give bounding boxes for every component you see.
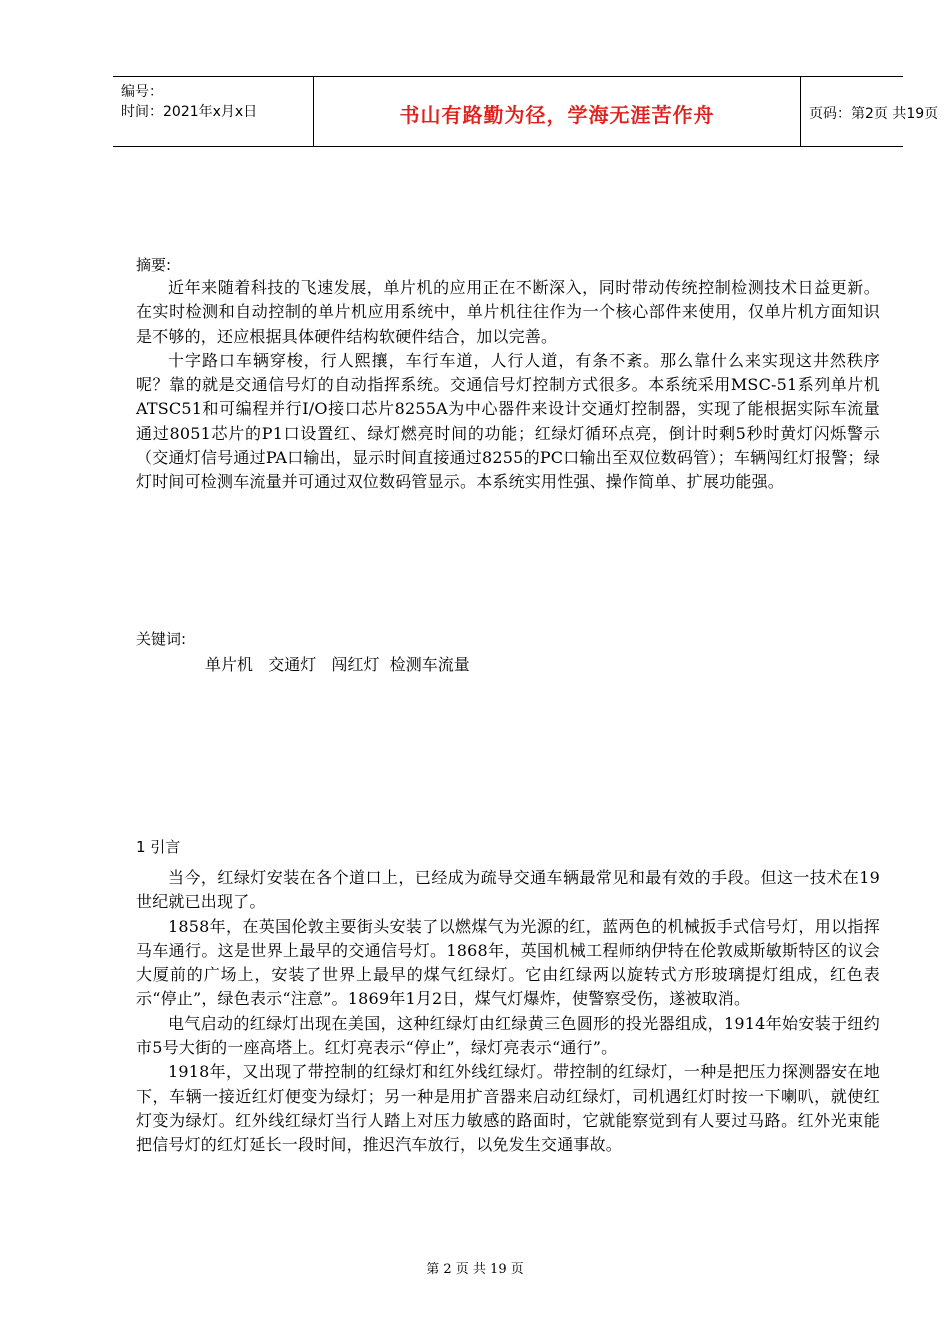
- page-code: 页码：第2页 共19页: [809, 106, 939, 122]
- section-heading-introduction: 1 引言: [136, 838, 181, 856]
- introduction-paragraph: 当今，红绿灯安装在各个道口上，已经成为疏导交通车辆最常见和最有效的手段。但这一技术在19世纪就已出现了。: [136, 868, 880, 912]
- abstract-paragraph: 近年来随着科技的飞速发展，单片机的应用正在不断深入，同时带动传统控制检测技术日益更新。在实时检测和自动控制的单片机应用系统中，单片机往往作为一个核心部件来使用，仅单片机方面知识是不够的，还应根据具体硬件结构软硬件结合，加以完善。: [136, 278, 880, 346]
- header-motto-cell: [313, 77, 801, 146]
- abstract-body: [136, 276, 880, 495]
- abstract-paragraph: 十字路口车辆穿梭，行人熙攘，车行车道，人行人道，有条不紊。那么靠什么来实现这井然秩序呢？靠的就是交通信号灯的自动指挥系统。交通信号灯控制方式很多。本系统采用MSC-51系列单片机ATSC51和可编程并行I/O接口芯片8255A为中心器件来设计交通灯控制器，实现了能根据实际车流量通过8051芯片的P1口设置红、绿灯燃亮时间的功能；红绿灯循环点亮，倒计时剩5秒时黄灯闪烁警示（交通灯信号通过PA口输出，显示时间直接通过8255的PC口输出至双位数码管）；车辆闯红灯报警；绿灯时间可检测车流量并可通过双位数码管显示。本系统实用性强、操作简单、扩展功能强。: [136, 350, 880, 492]
- page-footer: 第 2 页 共 19 页: [426, 1262, 524, 1277]
- serial-number-label: 编号：: [121, 84, 163, 100]
- keywords-list: 单片机 交通灯 闯红灯 检测车流量: [205, 655, 470, 674]
- introduction-paragraph: 1918年，又出现了带控制的红绿灯和红外线红绿灯。带控制的红绿灯，一种是把压力探测器安在地下，车辆一接近红灯便变为绿灯；另一种是用扩音器来启动红绿灯，司机遇红灯时按一下喇叭，就使红灯变为绿灯。红外线红绿灯当行人踏上对压力敏感的路面时，它就能察觉到有人要过马路。红外光束能把信号灯的红灯延长一段时间，推迟汽车放行，以免发生交通事故。: [136, 1062, 880, 1155]
- introduction-paragraph: 电气启动的红绿灯出现在美国，这种红绿灯由红绿黄三色圆形的投光器组成，1914年始安装于纽约市5号大街的一座高塔上。红灯亮表示“停止”，绿灯亮表示“通行”。: [136, 1013, 880, 1058]
- date-label: 时间：2021年x月x日: [121, 104, 258, 120]
- header-page-cell: [801, 77, 939, 146]
- document-header: [113, 76, 939, 147]
- abstract-heading: 摘要:: [136, 256, 172, 274]
- header-info-cell: [113, 77, 313, 146]
- motto: 书山有路勤为径，学海无涯苦作舟: [399, 103, 715, 127]
- introduction-paragraph: 1858年，在英国伦敦主要街头安装了以燃煤气为光源的红，蓝两色的机械扳手式信号灯，用以指挥马车通行。这是世界上最早的交通信号灯。1868年，英国机械工程师纳伊特在伦敦威斯敏斯特区的议会大厦前的广场上，安装了世界上最早的煤气红绿灯。它由红绿两以旋转式方形玻璃提灯组成，红色表示“停止”，绿色表示“注意”。1869年1月2日，煤气灯爆炸，使警察受伤，遂被取消。: [136, 916, 880, 1009]
- keywords-heading: 关键词:: [136, 630, 187, 648]
- introduction-body: [136, 866, 880, 1158]
